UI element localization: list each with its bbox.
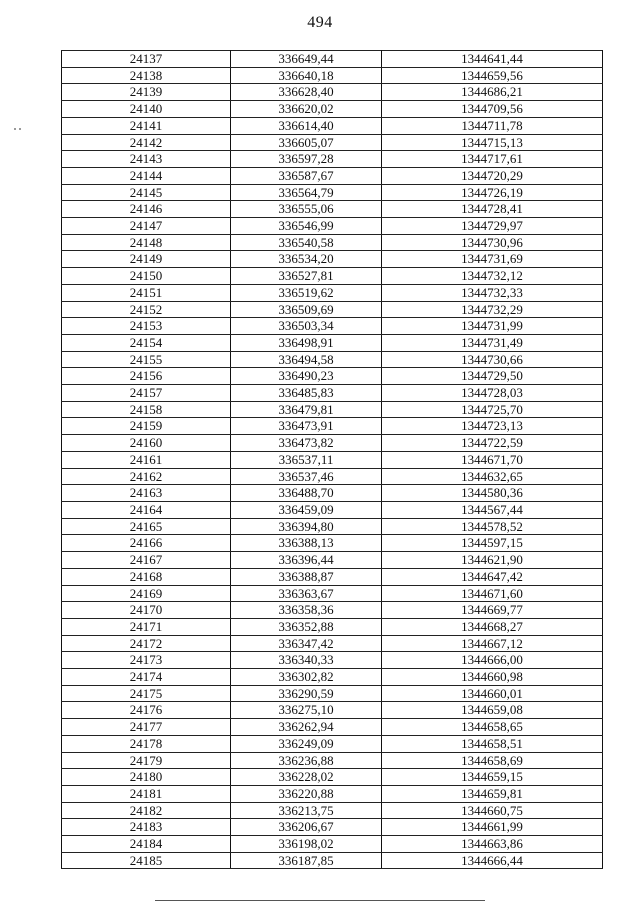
point-number-cell: 24175 (62, 685, 231, 702)
y-coordinate-cell: 1344658,69 (382, 752, 603, 769)
point-number-cell: 24149 (62, 251, 231, 268)
table-row (62, 418, 603, 435)
table-row (62, 351, 603, 368)
point-number-cell: 24141 (62, 117, 231, 134)
y-coordinate-cell: 1344580,36 (382, 485, 603, 502)
x-coordinate-cell: 336213,75 (231, 802, 382, 819)
point-number-cell: 24166 (62, 535, 231, 552)
table-row (62, 501, 603, 518)
x-coordinate-cell: 336485,83 (231, 385, 382, 402)
x-coordinate-cell: 336275,10 (231, 702, 382, 719)
y-coordinate-cell: 1344659,08 (382, 702, 603, 719)
scan-artifact (19, 128, 21, 130)
point-number-cell: 24155 (62, 351, 231, 368)
y-coordinate-cell: 1344671,70 (382, 451, 603, 468)
point-number-cell: 24142 (62, 134, 231, 151)
x-coordinate-cell: 336394,80 (231, 518, 382, 535)
y-coordinate-cell: 1344667,12 (382, 635, 603, 652)
y-coordinate-cell: 1344723,13 (382, 418, 603, 435)
point-number-cell: 24153 (62, 318, 231, 335)
point-number-cell: 24159 (62, 418, 231, 435)
point-number-cell: 24160 (62, 435, 231, 452)
x-coordinate-cell: 336358,36 (231, 602, 382, 619)
y-coordinate-cell: 1344717,61 (382, 151, 603, 168)
x-coordinate-cell: 336546,99 (231, 218, 382, 235)
y-coordinate-cell: 1344686,21 (382, 84, 603, 101)
point-number-cell: 24152 (62, 301, 231, 318)
point-number-cell: 24156 (62, 368, 231, 385)
x-coordinate-cell: 336534,20 (231, 251, 382, 268)
table-row (62, 101, 603, 118)
y-coordinate-cell: 1344728,41 (382, 201, 603, 218)
x-coordinate-cell: 336537,46 (231, 468, 382, 485)
point-number-cell: 24165 (62, 518, 231, 535)
y-coordinate-cell: 1344731,99 (382, 318, 603, 335)
x-coordinate-cell: 336198,02 (231, 836, 382, 853)
table-row (62, 602, 603, 619)
table-row (62, 702, 603, 719)
point-number-cell: 24139 (62, 84, 231, 101)
table-row (62, 585, 603, 602)
table-row (62, 836, 603, 853)
x-coordinate-cell: 336555,06 (231, 201, 382, 218)
y-coordinate-cell: 1344731,69 (382, 251, 603, 268)
x-coordinate-cell: 336388,13 (231, 535, 382, 552)
x-coordinate-cell: 336649,44 (231, 51, 382, 68)
table-row (62, 518, 603, 535)
y-coordinate-cell: 1344668,27 (382, 618, 603, 635)
point-number-cell: 24183 (62, 819, 231, 836)
point-number-cell: 24150 (62, 268, 231, 285)
x-coordinate-cell: 336473,82 (231, 435, 382, 452)
point-number-cell: 24170 (62, 602, 231, 619)
x-coordinate-cell: 336220,88 (231, 785, 382, 802)
table-row (62, 752, 603, 769)
scan-artifact (14, 128, 16, 130)
point-number-cell: 24169 (62, 585, 231, 602)
table-row (62, 268, 603, 285)
x-coordinate-cell: 336498,91 (231, 334, 382, 351)
y-coordinate-cell: 1344567,44 (382, 501, 603, 518)
table-row (62, 468, 603, 485)
point-number-cell: 24177 (62, 719, 231, 736)
point-number-cell: 24179 (62, 752, 231, 769)
y-coordinate-cell: 1344669,77 (382, 602, 603, 619)
x-coordinate-cell: 336187,85 (231, 852, 382, 869)
y-coordinate-cell: 1344658,65 (382, 719, 603, 736)
y-coordinate-cell: 1344715,13 (382, 134, 603, 151)
point-number-cell: 24154 (62, 334, 231, 351)
point-number-cell: 24172 (62, 635, 231, 652)
table-row (62, 151, 603, 168)
table-row (62, 234, 603, 251)
point-number-cell: 24163 (62, 485, 231, 502)
point-number-cell: 24137 (62, 51, 231, 68)
point-number-cell: 24168 (62, 568, 231, 585)
table-row (62, 67, 603, 84)
y-coordinate-cell: 1344663,86 (382, 836, 603, 853)
table-row (62, 685, 603, 702)
x-coordinate-cell: 336262,94 (231, 719, 382, 736)
x-coordinate-cell: 336473,91 (231, 418, 382, 435)
table-row (62, 251, 603, 268)
y-coordinate-cell: 1344641,44 (382, 51, 603, 68)
table-row (62, 284, 603, 301)
x-coordinate-cell: 336388,87 (231, 568, 382, 585)
point-number-cell: 24144 (62, 167, 231, 184)
point-number-cell: 24180 (62, 769, 231, 786)
table-row (62, 719, 603, 736)
x-coordinate-cell: 336396,44 (231, 552, 382, 569)
x-coordinate-cell: 336249,09 (231, 735, 382, 752)
y-coordinate-cell: 1344729,97 (382, 218, 603, 235)
x-coordinate-cell: 336352,88 (231, 618, 382, 635)
point-number-cell: 24182 (62, 802, 231, 819)
y-coordinate-cell: 1344728,03 (382, 385, 603, 402)
y-coordinate-cell: 1344732,29 (382, 301, 603, 318)
x-coordinate-cell: 336490,23 (231, 368, 382, 385)
y-coordinate-cell: 1344726,19 (382, 184, 603, 201)
x-coordinate-cell: 336290,59 (231, 685, 382, 702)
point-number-cell: 24176 (62, 702, 231, 719)
x-coordinate-cell: 336537,11 (231, 451, 382, 468)
coordinates-table-body (62, 51, 603, 869)
point-number-cell: 24147 (62, 218, 231, 235)
y-coordinate-cell: 1344731,49 (382, 334, 603, 351)
point-number-cell: 24161 (62, 451, 231, 468)
point-number-cell: 24185 (62, 852, 231, 869)
y-coordinate-cell: 1344711,78 (382, 117, 603, 134)
x-coordinate-cell: 336503,34 (231, 318, 382, 335)
x-coordinate-cell: 336509,69 (231, 301, 382, 318)
table-row (62, 535, 603, 552)
x-coordinate-cell: 336519,62 (231, 284, 382, 301)
x-coordinate-cell: 336605,07 (231, 134, 382, 151)
y-coordinate-cell: 1344632,65 (382, 468, 603, 485)
x-coordinate-cell: 336614,40 (231, 117, 382, 134)
coordinates-table (61, 50, 603, 869)
table-row (62, 802, 603, 819)
y-coordinate-cell: 1344722,59 (382, 435, 603, 452)
table-row (62, 635, 603, 652)
x-coordinate-cell: 336540,58 (231, 234, 382, 251)
table-row (62, 735, 603, 752)
table-row (62, 318, 603, 335)
point-number-cell: 24140 (62, 101, 231, 118)
x-coordinate-cell: 336340,33 (231, 652, 382, 669)
y-coordinate-cell: 1344732,33 (382, 284, 603, 301)
y-coordinate-cell: 1344729,50 (382, 368, 603, 385)
table-row (62, 769, 603, 786)
point-number-cell: 24181 (62, 785, 231, 802)
y-coordinate-cell: 1344659,81 (382, 785, 603, 802)
table-row (62, 301, 603, 318)
y-coordinate-cell: 1344709,56 (382, 101, 603, 118)
point-number-cell: 24162 (62, 468, 231, 485)
point-number-cell: 24157 (62, 385, 231, 402)
x-coordinate-cell: 336587,67 (231, 167, 382, 184)
x-coordinate-cell: 336228,02 (231, 769, 382, 786)
x-coordinate-cell: 336564,79 (231, 184, 382, 201)
x-coordinate-cell: 336640,18 (231, 67, 382, 84)
y-coordinate-cell: 1344666,44 (382, 852, 603, 869)
table-row (62, 485, 603, 502)
table-row (62, 401, 603, 418)
y-coordinate-cell: 1344578,52 (382, 518, 603, 535)
table-row (62, 451, 603, 468)
point-number-cell: 24174 (62, 669, 231, 686)
y-coordinate-cell: 1344597,15 (382, 535, 603, 552)
point-number-cell: 24173 (62, 652, 231, 669)
point-number-cell: 24171 (62, 618, 231, 635)
y-coordinate-cell: 1344671,60 (382, 585, 603, 602)
point-number-cell: 24146 (62, 201, 231, 218)
x-coordinate-cell: 336459,09 (231, 501, 382, 518)
point-number-cell: 24184 (62, 836, 231, 853)
point-number-cell: 24145 (62, 184, 231, 201)
x-coordinate-cell: 336628,40 (231, 84, 382, 101)
y-coordinate-cell: 1344621,90 (382, 552, 603, 569)
x-coordinate-cell: 336363,67 (231, 585, 382, 602)
x-coordinate-cell: 336479,81 (231, 401, 382, 418)
table-row (62, 652, 603, 669)
table-row (62, 134, 603, 151)
table-row (62, 669, 603, 686)
point-number-cell: 24167 (62, 552, 231, 569)
x-coordinate-cell: 336488,70 (231, 485, 382, 502)
x-coordinate-cell: 336527,81 (231, 268, 382, 285)
table-row (62, 552, 603, 569)
point-number-cell: 24151 (62, 284, 231, 301)
y-coordinate-cell: 1344659,56 (382, 67, 603, 84)
table-row (62, 819, 603, 836)
bottom-rule (155, 900, 485, 901)
page-number: 494 (307, 14, 333, 31)
y-coordinate-cell: 1344658,51 (382, 735, 603, 752)
point-number-cell: 24178 (62, 735, 231, 752)
table-row (62, 368, 603, 385)
table-row (62, 334, 603, 351)
y-coordinate-cell: 1344666,00 (382, 652, 603, 669)
table-row (62, 184, 603, 201)
point-number-cell: 24138 (62, 67, 231, 84)
y-coordinate-cell: 1344730,96 (382, 234, 603, 251)
y-coordinate-cell: 1344730,66 (382, 351, 603, 368)
point-number-cell: 24143 (62, 151, 231, 168)
table-row (62, 218, 603, 235)
y-coordinate-cell: 1344660,75 (382, 802, 603, 819)
y-coordinate-cell: 1344659,15 (382, 769, 603, 786)
table-row (62, 785, 603, 802)
point-number-cell: 24164 (62, 501, 231, 518)
table-row (62, 435, 603, 452)
x-coordinate-cell: 336597,28 (231, 151, 382, 168)
point-number-cell: 24158 (62, 401, 231, 418)
table-row (62, 117, 603, 134)
table-row (62, 51, 603, 68)
table-row (62, 618, 603, 635)
y-coordinate-cell: 1344660,01 (382, 685, 603, 702)
table-row (62, 385, 603, 402)
y-coordinate-cell: 1344661,99 (382, 819, 603, 836)
y-coordinate-cell: 1344732,12 (382, 268, 603, 285)
x-coordinate-cell: 336302,82 (231, 669, 382, 686)
x-coordinate-cell: 336494,58 (231, 351, 382, 368)
x-coordinate-cell: 336236,88 (231, 752, 382, 769)
x-coordinate-cell: 336620,02 (231, 101, 382, 118)
x-coordinate-cell: 336347,42 (231, 635, 382, 652)
y-coordinate-cell: 1344725,70 (382, 401, 603, 418)
table-row (62, 201, 603, 218)
y-coordinate-cell: 1344720,29 (382, 167, 603, 184)
x-coordinate-cell: 336206,67 (231, 819, 382, 836)
table-row (62, 167, 603, 184)
table-row (62, 568, 603, 585)
y-coordinate-cell: 1344647,42 (382, 568, 603, 585)
y-coordinate-cell: 1344660,98 (382, 669, 603, 686)
point-number-cell: 24148 (62, 234, 231, 251)
table-row (62, 84, 603, 101)
table-row (62, 852, 603, 869)
